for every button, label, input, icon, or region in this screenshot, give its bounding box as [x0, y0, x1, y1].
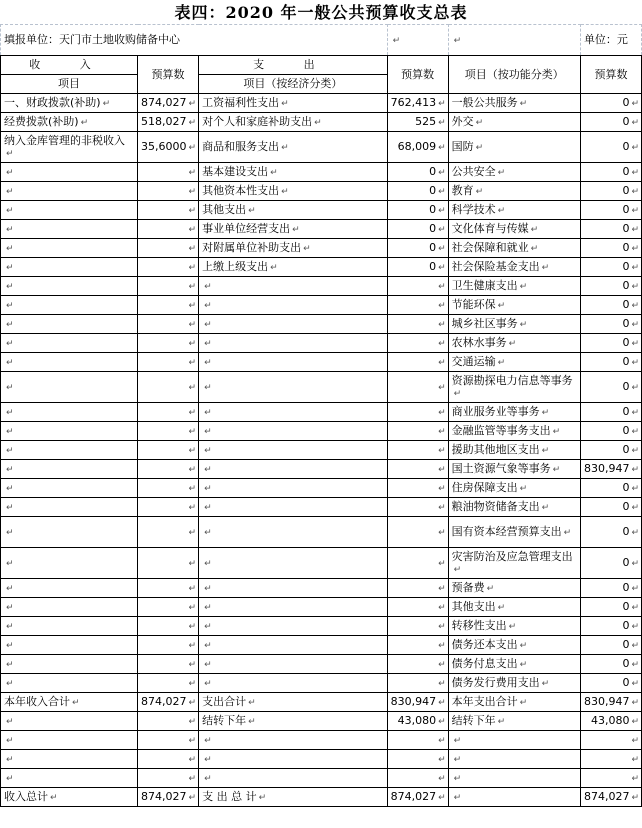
- expenditure-item-cell: 基本建设支出 ↵: [199, 163, 388, 182]
- expenditure-item-cell: 事业单位经营支出 ↵: [199, 220, 388, 239]
- table-row: [1, 182, 642, 201]
- expenditure-item-cell: ↵: [199, 674, 388, 693]
- income-item-cell: ↵: [1, 258, 138, 277]
- expenditure-item-cell: 对附属单位补助支出 ↵: [199, 239, 388, 258]
- expenditure-amount-cell: 525 ↵: [387, 113, 448, 132]
- function-amount-cell: 0 ↵: [580, 132, 641, 163]
- table-row: [1, 239, 642, 258]
- function-item-cell: 债务发行费用支出 ↵: [448, 674, 580, 693]
- function-item-cell: 卫生健康支出 ↵: [448, 277, 580, 296]
- function-item-cell: ↵: [448, 731, 580, 750]
- income-amount-cell: ↵: [138, 334, 199, 353]
- income-item-cell: ↵: [1, 579, 138, 598]
- expenditure-amount-cell: ↵: [387, 598, 448, 617]
- header-budget: 预算数: [387, 56, 448, 94]
- function-amount-cell: 0 ↵: [580, 94, 641, 113]
- expenditure-amount-cell: ↵: [387, 353, 448, 372]
- table-row: [1, 636, 642, 655]
- expenditure-item-cell: ↵: [199, 598, 388, 617]
- expenditure-item-cell: ↵: [199, 517, 388, 548]
- table-row: [1, 712, 642, 731]
- expenditure-amount-cell: 830,947 ↵: [387, 693, 448, 712]
- function-item-cell: 国土资源气象等事务 ↵: [448, 460, 580, 479]
- function-item-cell: 金融监管等事务支出 ↵: [448, 422, 580, 441]
- income-amount-cell: ↵: [138, 712, 199, 731]
- table-row: [1, 731, 642, 750]
- income-amount-cell: 35,6000 ↵: [138, 132, 199, 163]
- function-item-cell: 公共安全 ↵: [448, 163, 580, 182]
- function-item-cell: 节能环保 ↵: [448, 296, 580, 315]
- function-item-cell: 社会保险基金支出 ↵: [448, 258, 580, 277]
- expenditure-amount-cell: ↵: [387, 517, 448, 548]
- header-expenditure: 支 出: [199, 56, 388, 75]
- income-item-cell: ↵: [1, 674, 138, 693]
- header-budget: 预算数: [580, 56, 641, 94]
- header-income: 收 入: [1, 56, 138, 75]
- function-item-cell: 商业服务业等事务 ↵: [448, 403, 580, 422]
- table-row: [1, 441, 642, 460]
- table-row: [1, 655, 642, 674]
- expenditure-item-cell: ↵: [199, 617, 388, 636]
- expenditure-amount-cell: ↵: [387, 617, 448, 636]
- function-amount-cell: 0 ↵: [580, 498, 641, 517]
- table-row: [1, 277, 642, 296]
- expenditure-item-cell: 对个人和家庭补助支出 ↵: [199, 113, 388, 132]
- function-item-cell: 国有资本经营预算支出 ↵: [448, 517, 580, 548]
- function-amount-cell: 0 ↵: [580, 239, 641, 258]
- income-item-cell: ↵: [1, 403, 138, 422]
- income-item-cell: ↵: [1, 201, 138, 220]
- expenditure-item-cell: ↵: [199, 403, 388, 422]
- income-item-cell: 本年收入合计 ↵: [1, 693, 138, 712]
- function-amount-cell: ↵: [580, 769, 641, 788]
- function-amount-cell: 0 ↵: [580, 113, 641, 132]
- function-item-cell: 粮油物资储备支出 ↵: [448, 498, 580, 517]
- page-title: 表四：2020 年一般公共预算收支总表: [174, 3, 468, 22]
- function-amount-cell: ↵: [580, 750, 641, 769]
- expenditure-amount-cell: 0 ↵: [387, 182, 448, 201]
- expenditure-item-cell: ↵: [199, 731, 388, 750]
- function-amount-cell: 0 ↵: [580, 548, 641, 579]
- expenditure-item-cell: ↵: [199, 422, 388, 441]
- function-item-cell: 债务还本支出 ↵: [448, 636, 580, 655]
- function-amount-cell: 0 ↵: [580, 579, 641, 598]
- expenditure-amount-cell: 43,080 ↵: [387, 712, 448, 731]
- header-item-func: 项目（按功能分类）: [448, 56, 580, 94]
- income-item-cell: ↵: [1, 441, 138, 460]
- expenditure-item-cell: 工资福利性支出 ↵: [199, 94, 388, 113]
- function-item-cell: 援助其他地区支出 ↵: [448, 441, 580, 460]
- function-amount-cell: 0 ↵: [580, 353, 641, 372]
- function-item-cell: 交通运输 ↵: [448, 353, 580, 372]
- expenditure-amount-cell: ↵: [387, 731, 448, 750]
- table-row: [1, 548, 642, 579]
- expenditure-item-cell: 其他支出 ↵: [199, 201, 388, 220]
- income-item-cell: 纳入金库管理的非税收入↵: [1, 132, 138, 163]
- income-amount-cell: ↵: [138, 403, 199, 422]
- income-amount-cell: ↵: [138, 258, 199, 277]
- expenditure-item-cell: ↵: [199, 315, 388, 334]
- function-amount-cell: 43,080 ↵: [580, 712, 641, 731]
- income-item-cell: ↵: [1, 731, 138, 750]
- expenditure-item-cell: 支出合计 ↵: [199, 693, 388, 712]
- function-amount-cell: 0 ↵: [580, 258, 641, 277]
- income-amount-cell: ↵: [138, 460, 199, 479]
- function-item-cell: 国防 ↵: [448, 132, 580, 163]
- income-amount-cell: ↵: [138, 598, 199, 617]
- income-item-cell: 一、财政拨款(补助) ↵: [1, 94, 138, 113]
- expenditure-amount-cell: 0 ↵: [387, 163, 448, 182]
- income-item-cell: ↵: [1, 769, 138, 788]
- expenditure-amount-cell: ↵: [387, 479, 448, 498]
- table-row: [1, 132, 642, 163]
- header-item-econ: 项目（按经济分类）: [199, 75, 388, 94]
- function-item-cell: 灾害防治及应急管理支出↵: [448, 548, 580, 579]
- function-amount-cell: 0 ↵: [580, 277, 641, 296]
- income-item-cell: ↵: [1, 655, 138, 674]
- function-amount-cell: 0 ↵: [580, 517, 641, 548]
- function-item-cell: 预备费 ↵: [448, 579, 580, 598]
- table-row: [1, 201, 642, 220]
- function-item-cell: 转移性支出 ↵: [448, 617, 580, 636]
- budget-sheet: [0, 24, 642, 807]
- function-amount-cell: 0 ↵: [580, 315, 641, 334]
- function-item-cell: 住房保障支出 ↵: [448, 479, 580, 498]
- function-amount-cell: 0 ↵: [580, 598, 641, 617]
- meta-empty-cell: ↵: [387, 25, 448, 56]
- function-amount-cell: 0 ↵: [580, 296, 641, 315]
- budget-table: [0, 24, 642, 807]
- expenditure-item-cell: ↵: [199, 334, 388, 353]
- expenditure-amount-cell: ↵: [387, 315, 448, 334]
- expenditure-amount-cell: ↵: [387, 548, 448, 579]
- function-amount-cell: 0 ↵: [580, 182, 641, 201]
- income-amount-cell: ↵: [138, 636, 199, 655]
- income-amount-cell: 874,027 ↵: [138, 693, 199, 712]
- function-amount-cell: 0 ↵: [580, 441, 641, 460]
- income-amount-cell: 874,027 ↵: [138, 94, 199, 113]
- expenditure-amount-cell: ↵: [387, 636, 448, 655]
- table-row: [1, 422, 642, 441]
- income-amount-cell: ↵: [138, 579, 199, 598]
- function-item-cell: 科学技术 ↵: [448, 201, 580, 220]
- meta-empty-cell: ↵: [448, 25, 580, 56]
- expenditure-item-cell: ↵: [199, 636, 388, 655]
- function-amount-cell: 830,947 ↵: [580, 693, 641, 712]
- income-amount-cell: ↵: [138, 315, 199, 334]
- expenditure-item-cell: ↵: [199, 498, 388, 517]
- function-amount-cell: 0 ↵: [580, 163, 641, 182]
- income-amount-cell: ↵: [138, 277, 199, 296]
- expenditure-item-cell: ↵: [199, 372, 388, 403]
- expenditure-item-cell: ↵: [199, 479, 388, 498]
- table-row: [1, 750, 642, 769]
- income-item-cell: ↵: [1, 182, 138, 201]
- function-amount-cell: 0 ↵: [580, 334, 641, 353]
- function-amount-cell: 0 ↵: [580, 201, 641, 220]
- income-item-cell: ↵: [1, 517, 138, 548]
- income-amount-cell: ↵: [138, 372, 199, 403]
- expenditure-amount-cell: ↵: [387, 579, 448, 598]
- expenditure-item-cell: ↵: [199, 655, 388, 674]
- expenditure-amount-cell: 0 ↵: [387, 239, 448, 258]
- expenditure-amount-cell: 762,413 ↵: [387, 94, 448, 113]
- expenditure-amount-cell: ↵: [387, 334, 448, 353]
- function-item-cell: 教育 ↵: [448, 182, 580, 201]
- table-row: [1, 220, 642, 239]
- income-item-cell: ↵: [1, 163, 138, 182]
- income-item-cell: ↵: [1, 617, 138, 636]
- income-amount-cell: ↵: [138, 479, 199, 498]
- income-item-cell: ↵: [1, 598, 138, 617]
- income-item-cell: 收入总计 ↵: [1, 788, 138, 807]
- function-amount-cell: ↵: [580, 731, 641, 750]
- function-amount-cell: 0 ↵: [580, 655, 641, 674]
- expenditure-item-cell: ↵: [199, 548, 388, 579]
- income-item-cell: ↵: [1, 315, 138, 334]
- expenditure-amount-cell: 0 ↵: [387, 220, 448, 239]
- table-row: [1, 94, 642, 113]
- function-item-cell: ↵: [448, 769, 580, 788]
- function-item-cell: 城乡社区事务 ↵: [448, 315, 580, 334]
- income-item-cell: ↵: [1, 712, 138, 731]
- table-row: [1, 693, 642, 712]
- income-item-cell: ↵: [1, 479, 138, 498]
- function-item-cell: 资源勘探电力信息等事务↵: [448, 372, 580, 403]
- function-amount-cell: 0 ↵: [580, 220, 641, 239]
- header-row: [1, 56, 642, 75]
- income-item-cell: ↵: [1, 460, 138, 479]
- function-item-cell: ↵: [448, 750, 580, 769]
- expenditure-item-cell: ↵: [199, 277, 388, 296]
- table-row: [1, 788, 642, 807]
- income-amount-cell: ↵: [138, 674, 199, 693]
- table-row: [1, 353, 642, 372]
- table-row: [1, 403, 642, 422]
- income-item-cell: ↵: [1, 277, 138, 296]
- expenditure-amount-cell: ↵: [387, 750, 448, 769]
- income-amount-cell: 518,027 ↵: [138, 113, 199, 132]
- expenditure-item-cell: ↵: [199, 353, 388, 372]
- expenditure-amount-cell: ↵: [387, 422, 448, 441]
- income-item-cell: ↵: [1, 422, 138, 441]
- income-amount-cell: ↵: [138, 422, 199, 441]
- expenditure-item-cell: ↵: [199, 769, 388, 788]
- income-item-cell: ↵: [1, 353, 138, 372]
- table-row: [1, 372, 642, 403]
- table-row: [1, 334, 642, 353]
- income-amount-cell: ↵: [138, 750, 199, 769]
- header-budget: 预算数: [138, 56, 199, 94]
- table-row: [1, 296, 642, 315]
- function-amount-cell: 874,027 ↵: [580, 788, 641, 807]
- header-item: 项目: [1, 75, 138, 94]
- expenditure-amount-cell: 68,009 ↵: [387, 132, 448, 163]
- function-item-cell: 其他支出 ↵: [448, 598, 580, 617]
- unit-label: 填报单位：天门市土地收购储备中心: [1, 25, 388, 56]
- income-amount-cell: ↵: [138, 441, 199, 460]
- expenditure-item-cell: 其他资本性支出 ↵: [199, 182, 388, 201]
- function-item-cell: 本年支出合计 ↵: [448, 693, 580, 712]
- expenditure-item-cell: 商品和服务支出 ↵: [199, 132, 388, 163]
- unit-right: 单位：元: [580, 25, 641, 56]
- expenditure-item-cell: 上缴上级支出 ↵: [199, 258, 388, 277]
- income-amount-cell: ↵: [138, 296, 199, 315]
- income-item-cell: 经费拨款(补助) ↵: [1, 113, 138, 132]
- expenditure-amount-cell: ↵: [387, 498, 448, 517]
- expenditure-item-cell: ↵: [199, 296, 388, 315]
- function-item-cell: 农林水事务 ↵: [448, 334, 580, 353]
- expenditure-item-cell: ↵: [199, 750, 388, 769]
- income-item-cell: ↵: [1, 750, 138, 769]
- table-row: [1, 674, 642, 693]
- income-item-cell: ↵: [1, 498, 138, 517]
- income-amount-cell: ↵: [138, 353, 199, 372]
- expenditure-amount-cell: ↵: [387, 403, 448, 422]
- function-amount-cell: 0 ↵: [580, 479, 641, 498]
- income-amount-cell: ↵: [138, 201, 199, 220]
- expenditure-amount-cell: ↵: [387, 769, 448, 788]
- expenditure-amount-cell: 0 ↵: [387, 258, 448, 277]
- function-item-cell: 社会保障和就业 ↵: [448, 239, 580, 258]
- expenditure-item-cell: ↵: [199, 460, 388, 479]
- function-item-cell: 结转下年 ↵: [448, 712, 580, 731]
- income-amount-cell: ↵: [138, 220, 199, 239]
- function-amount-cell: 0 ↵: [580, 617, 641, 636]
- income-amount-cell: ↵: [138, 655, 199, 674]
- income-amount-cell: ↵: [138, 163, 199, 182]
- income-amount-cell: ↵: [138, 617, 199, 636]
- table-row: [1, 579, 642, 598]
- table-row: [1, 498, 642, 517]
- income-item-cell: ↵: [1, 334, 138, 353]
- table-row: [1, 769, 642, 788]
- function-amount-cell: 0 ↵: [580, 674, 641, 693]
- table-row: [1, 460, 642, 479]
- function-amount-cell: 0 ↵: [580, 422, 641, 441]
- table-row: [1, 113, 642, 132]
- function-item-cell: 文化体育与传媒 ↵: [448, 220, 580, 239]
- income-item-cell: ↵: [1, 548, 138, 579]
- function-item-cell: 债务付息支出 ↵: [448, 655, 580, 674]
- expenditure-amount-cell: ↵: [387, 460, 448, 479]
- expenditure-item-cell: 支 出 总 计 ↵: [199, 788, 388, 807]
- expenditure-item-cell: ↵: [199, 441, 388, 460]
- table-row: [1, 315, 642, 334]
- income-item-cell: ↵: [1, 220, 138, 239]
- function-amount-cell: 830,947 ↵: [580, 460, 641, 479]
- income-amount-cell: ↵: [138, 239, 199, 258]
- expenditure-amount-cell: 874,027 ↵: [387, 788, 448, 807]
- expenditure-amount-cell: ↵: [387, 277, 448, 296]
- table-row: [1, 163, 642, 182]
- expenditure-amount-cell: ↵: [387, 296, 448, 315]
- table-row: [1, 617, 642, 636]
- table-row: [1, 479, 642, 498]
- income-item-cell: ↵: [1, 296, 138, 315]
- table-row: [1, 258, 642, 277]
- income-amount-cell: ↵: [138, 731, 199, 750]
- function-amount-cell: 0 ↵: [580, 403, 641, 422]
- expenditure-amount-cell: ↵: [387, 655, 448, 674]
- function-item-cell: 一般公共服务 ↵: [448, 94, 580, 113]
- expenditure-item-cell: 结转下年 ↵: [199, 712, 388, 731]
- expenditure-amount-cell: 0 ↵: [387, 201, 448, 220]
- function-amount-cell: 0 ↵: [580, 636, 641, 655]
- income-amount-cell: ↵: [138, 517, 199, 548]
- function-amount-cell: 0 ↵: [580, 372, 641, 403]
- income-amount-cell: ↵: [138, 182, 199, 201]
- function-item-cell: ↵: [448, 788, 580, 807]
- income-item-cell: ↵: [1, 372, 138, 403]
- table-row: [1, 517, 642, 548]
- expenditure-item-cell: ↵: [199, 579, 388, 598]
- function-item-cell: 外交 ↵: [448, 113, 580, 132]
- income-item-cell: ↵: [1, 636, 138, 655]
- expenditure-amount-cell: ↵: [387, 441, 448, 460]
- income-amount-cell: ↵: [138, 769, 199, 788]
- expenditure-amount-cell: ↵: [387, 674, 448, 693]
- income-item-cell: ↵: [1, 239, 138, 258]
- income-amount-cell: ↵: [138, 498, 199, 517]
- table-row: [1, 598, 642, 617]
- meta-row: [1, 25, 642, 56]
- income-amount-cell: ↵: [138, 548, 199, 579]
- income-amount-cell: 874,027 ↵: [138, 788, 199, 807]
- expenditure-amount-cell: ↵: [387, 372, 448, 403]
